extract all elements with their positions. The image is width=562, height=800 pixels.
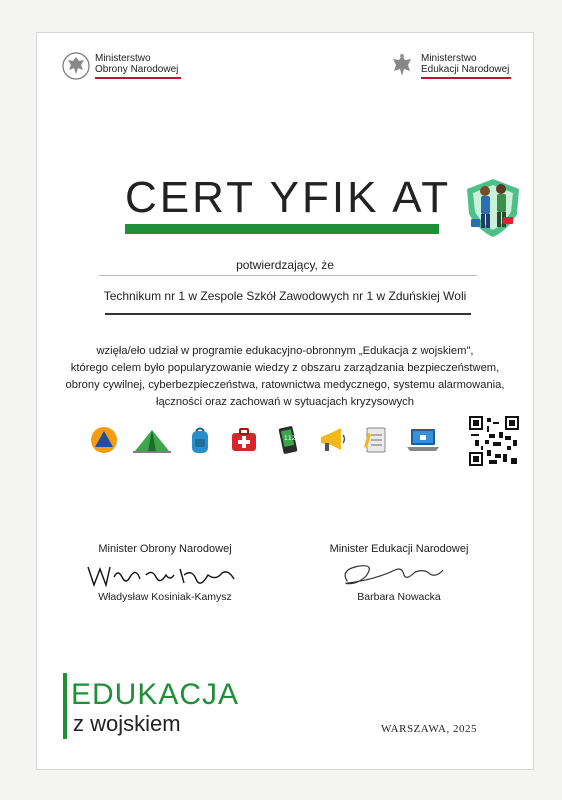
mon-logo	[61, 51, 181, 81]
body-line: łączności oraz zachowań w sytuacjach kryzysowych	[155, 396, 415, 408]
divider	[99, 275, 477, 276]
mon-name-line1: Ministerstwo	[95, 53, 151, 64]
topic-icons-row	[89, 425, 441, 455]
students-shield-illustration-icon	[457, 169, 529, 241]
minister-name: Barbara Nowacka	[357, 591, 441, 603]
body-line: wzięła/eło udział w programie edukacyjno-obronnym „Edukacja z wojskiem",	[96, 345, 474, 357]
mon-name-line2: Obrony Narodowej	[95, 64, 179, 75]
minister-name: Władysław Kosiniak-Kamysz	[98, 591, 232, 603]
men-name-line2: Edukacji Narodowej	[421, 64, 510, 75]
eagle-emblem-icon	[387, 51, 417, 81]
backpack-icon	[185, 425, 215, 455]
certificate-body	[37, 343, 533, 411]
checklist-icon	[361, 425, 391, 455]
brand-logo-line2: z wojskiem	[73, 711, 181, 736]
title-green-bar	[125, 224, 439, 234]
brand-logo-line1: EDUKACJA	[71, 678, 240, 711]
signature-right	[299, 543, 499, 603]
megaphone-icon	[317, 425, 347, 455]
tent-icon	[133, 425, 171, 455]
men-name-line1: Ministerstwo	[421, 53, 477, 64]
recipient-underline	[105, 313, 471, 315]
minister-title: Minister Obrony Narodowej	[98, 543, 232, 555]
emergency-phone-icon	[273, 425, 303, 455]
laptop-security-icon	[405, 425, 441, 455]
qr-code-icon[interactable]	[469, 416, 519, 466]
svg-text:112: 112	[284, 435, 296, 442]
brand-green-bar	[63, 673, 67, 739]
signature-left	[65, 543, 265, 603]
recipient-name: Technikum nr 1 w Zespole Szkół Zawodowych nr 1 w Zduńskiej Woli	[103, 289, 467, 303]
handwritten-signature-icon	[334, 559, 464, 589]
place-and-date: WARSZAWA, 2025	[381, 723, 477, 735]
body-line: obrony cywilnej, cyberbezpieczeństwa, ratownictwa medycznego, systemu alarmowania,	[65, 379, 505, 391]
confirming-text: potwierdzający, że	[236, 258, 334, 272]
men-red-rule	[421, 77, 511, 79]
minister-title: Minister Edukacji Narodowej	[329, 543, 469, 555]
certificate-title: CERT YFIK AT	[125, 173, 452, 222]
men-logo	[387, 51, 511, 81]
handwritten-signature-icon	[80, 559, 250, 589]
certificate-sheet	[36, 32, 534, 770]
eagle-emblem-icon	[61, 51, 91, 81]
first-aid-kit-icon	[229, 425, 259, 455]
body-line: którego celem było popularyzowanie wiedzy z obszaru zarządzania bezpieczeństwem,	[70, 362, 500, 374]
civil-defense-icon	[89, 425, 119, 455]
mon-red-rule	[95, 77, 181, 79]
